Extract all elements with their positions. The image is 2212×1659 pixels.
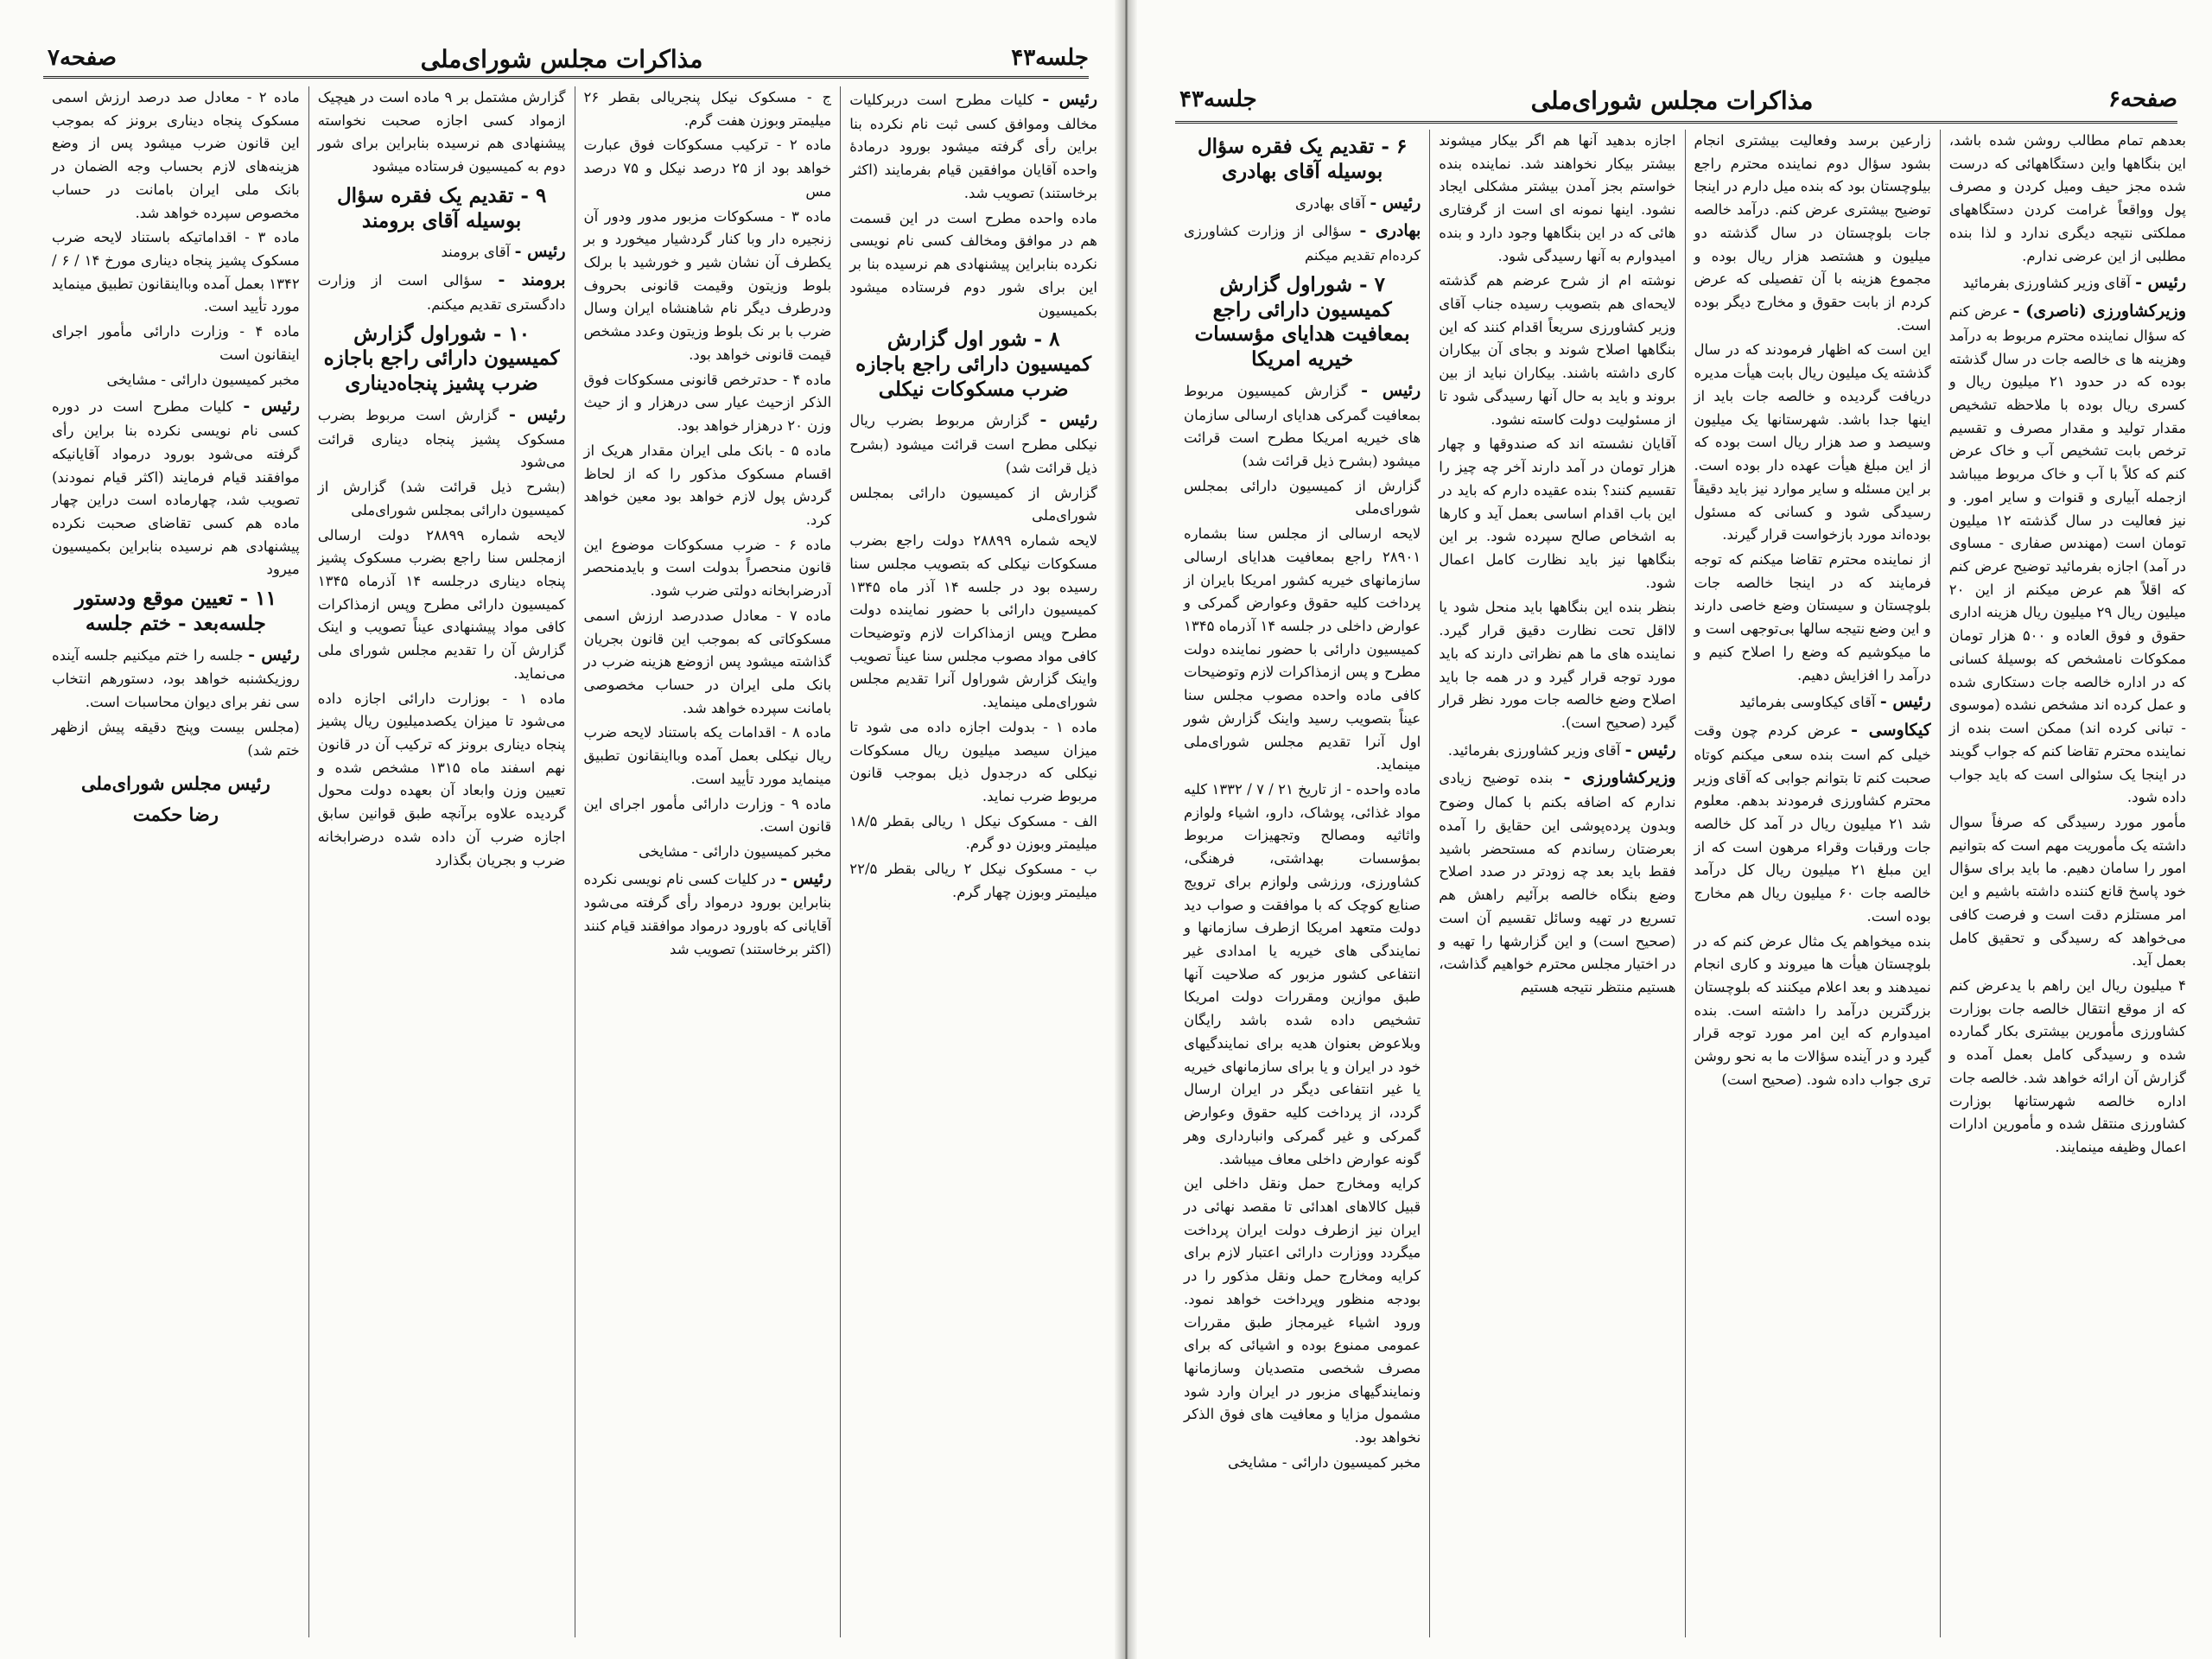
paragraph	[52, 642, 300, 715]
paragraph-text: ب - مسکوک نیکل ۲ ریالی بقطر ۲۲/۵ میلیمتر وبوزن چهار گرم.	[849, 861, 1097, 900]
text-column	[840, 86, 1097, 1637]
paragraph-text: مأمور مورد رسیدگی که صرفاً سوال داشته یک مأموریت مهم است که بتوانیم امور را سامان دهیم. ما باید برای سؤال خود پاسخ قانع کننده داشته باشیم و این امر مستلزم دقت است و فرصت کافی می‌خواهد که رسیدگی و تحقیق کامل بعمل آید.	[1948, 813, 2186, 969]
paragraph	[52, 716, 300, 762]
paragraph-text: ماده ۴ - حدترخص قانونی مسکوکات فوق الذکر ازحیث عیار سی درهزار و از حیث وزن ۲۰ درهزار خواهد بود.	[583, 371, 832, 435]
signature	[52, 769, 300, 830]
speaker-name: وزیرکشاورزی -	[1563, 768, 1676, 788]
paragraph	[1184, 378, 1421, 474]
paragraph	[1694, 130, 1931, 337]
paragraph	[1439, 270, 1675, 431]
text-column	[575, 86, 832, 1637]
paragraph-text: مخبر کمیسیون دارائی - مشایخی	[1228, 1453, 1421, 1471]
section-heading: ۱۱ - تعیین موقع ودستور جلسه‌بعد - ختم جلسه	[74, 587, 276, 635]
paragraph-text: گزارش است مربوط بضرب مسکوک پشیز پنجاه دیناری قرائت می‌شود	[317, 406, 566, 471]
paragraph-text: بنظر بنده این بنگاهها باید منحل شود یا لااقل تحت نظارت دقیق قرار گیرد. نماینده های ما هم نظراتی دارند که باید مورد توجه قرار گیرد و در همه جا باید اصلاح وضع خالصه جات مورد نظر قرار گیرد (صحیح است).	[1439, 599, 1676, 731]
paragraph	[1439, 596, 1675, 734]
page-header-left	[0, 45, 1123, 79]
paragraph-text: لایحه شماره ۲۸۸۹۹ دولت ارسالی ازمجلس سنا راجع بضرب مسکوک پشیز پنجاه دیناری درجلسه ۱۴ آذرماه ۱۳۴۵ کمیسیون دارائی مطرح وپس ازمذاکرات کافی مواد پیشنهادی عیناً تصویب و اینک گزارش آن را تقدیم مجلس شورای ملی می‌نماید.	[317, 526, 566, 682]
section-heading: ۶ - تقدیم یک فقره سؤال بوسیله آقای بهادری	[1197, 135, 1408, 183]
paragraph-text: بعدهم تمام مطالب روشن شده باشد، این بنگاهها واین دستگاههائی که درست شده مجز حیف ومیل کردن و مصرف پول وواقعاً غرامت کردن دستگاههای مملکتی نتیجه دیگری ندارد و لذا بنده مطلبی از این عرضی ندارم.	[1948, 132, 2186, 264]
paragraph	[1694, 931, 1931, 1092]
paragraph	[1184, 475, 1421, 521]
paragraph	[1184, 779, 1421, 1171]
paragraph-text: ماده ۸ - اقدامات یکه باستناد لایحه ضرب ریال نیکلی بعمل آمده وبااینقانون تطبیق مینماید مورد تأیید است.	[583, 724, 832, 787]
left-columns	[43, 86, 1097, 1637]
paragraph-text: ج - مسکوک نیکل پنجریالی بقطر ۲۶ میلیمتر وبوزن هفت گرم.	[583, 89, 832, 129]
paragraph-text: مخبر کمیسیون دارائی - مشایخی	[639, 843, 832, 860]
paragraph-text: از نماینده محترم تقاضا میکنم که توجه فرمایند که در اینجا خالصه جات بلوچستان و سیستان وضع خاصی دارند و این وضع نتیجه سالها بی‌توجهی است و ما میکوشیم که وضع را اصلاح کنیم و درآمد را افزایش دهیم.	[1694, 550, 1931, 683]
paragraph	[584, 534, 832, 603]
paragraph-text: آقای برومند	[441, 244, 511, 261]
header-rule	[1175, 121, 2177, 124]
paragraph	[1694, 549, 1931, 687]
paragraph-text: ماده ۲ - معادل صد درصد ارزش اسمی مسکوک پنجاه دیناری برونز که بموجب این قانون ضرب میشود پس از وضع هزینه‌های لازم بحساب وجه الضمان در بانک ملی ایران بامانت در حساب مخصوص سپرده خواهد شد.	[52, 89, 300, 221]
speaker-name: رئیس -	[1879, 692, 1931, 712]
paragraph	[318, 688, 566, 873]
speaker-name: رئیس -	[243, 397, 300, 416]
speaker-name: رئیس -	[514, 242, 566, 262]
paragraph	[52, 226, 300, 319]
paragraph	[584, 134, 832, 203]
paragraph	[1184, 523, 1421, 777]
paragraph	[1184, 1452, 1421, 1475]
paragraph	[849, 86, 1097, 206]
paragraph-text: گزارش کمیسیون مربوط بمعافیت گمرکی هدایای ارسالی سازمان های خیریه امریکا مطرح است قرائت میشود (بشرح ذیل قرائت شد)	[1184, 382, 1421, 469]
text-column	[43, 86, 300, 1637]
paragraph-text: الف - مسکوک نیکل ۱ ریالی بقطر ۱۸/۵ میلیمتر وبوزن دو گرم.	[849, 812, 1097, 853]
paragraph	[1694, 339, 1931, 546]
paragraph-text: ماده ۷ - معادل صددرصد ارزش اسمی مسکوکاتی که بموجب این قانون بجریان گذاشته میشود پس ازوضع هزینه ضرب در بانک ملی ایران در حساب مخصوصی بامانت سپرده خواهد شد.	[583, 607, 832, 716]
paragraph	[318, 267, 566, 316]
paragraph	[1949, 975, 2186, 1160]
paragraph-text: زارعین برسد وفعالیت بیشتری انجام بشود سؤال دوم نماینده محترم راجع بیلوچستان بود که بنده میل دارم در اینجا توضیح بیشتری عرض کنم. درآمد خالصه جات بلوچستان در سال گذشته دو میلیون و هشتصد هزار ریال بوده و مجموع هزینه با آن تفصیلی که عرض کردم از بابت حقوق و مخارج دیگر بوده است.	[1694, 132, 1931, 334]
paragraph-text: ماده ۲ - ترکیب مسکوکات فوق عبارت خواهد بود از ۲۵ درصد نیکل و ۷۵ درصد مس	[583, 137, 832, 200]
section-heading: ۷ - شوراول گزارش کمیسیون دارائی راجع بمعافیت هدایای مؤسسات خیریه امریکا	[1194, 272, 1410, 371]
paragraph-text: (مجلس بیست وپنج دقیقه پیش ازظهر ختم شد)	[52, 718, 300, 759]
session-number: جلسه۴۳	[1011, 45, 1089, 71]
page-number: صفحه۷	[48, 45, 117, 71]
paragraph-text: گزارش مشتمل بر ۹ ماده است در هیچیک ازمواد کسی اجازه صحبت نخواسته پیشنهادی هم نرسیده بنابراین برای شور دوم به کمیسیون فرستاده میشود	[317, 89, 566, 175]
paragraph	[584, 841, 832, 864]
paragraph-text: بنده میخواهم یک مثال عرض کنم که در بلوچستان هیأت ها میروند و کاری انجام نمیدهند و بعد اعلام میکنند که بلوچستان بزرگترین درآمد را داشته است. بنده امیدوارم که این امر مورد توجه قرار گیرد و در آینده سؤالات ما به نحو روشن تری جواب داده شود. (صحیح است)	[1694, 932, 1931, 1088]
right-columns	[1175, 130, 2186, 1637]
header-rule	[43, 76, 1089, 79]
section-heading: ۹ - تقدیم یک فقره سؤال بوسیله آقای برومند	[336, 183, 547, 232]
paragraph-text: در کلیات کسی نام نویسی نکرده بنابراین بورود درمواد رأی گرفته می‌شود آقایانی که باورود درمواد موافقند قیام کنند (اکثر برخاستند) تصویب شد	[583, 870, 832, 957]
paragraph-text: آقایان نشسته اند که صندوقها و چهار هزار تومان در آمد دارند آخر چه چیز را تقسیم کنند؟ بنده عقیده دارم که باید در این باب اقدام اساسی بعمل آید و کارها به اشخاص صالح سپرده شود. بر این بنگاهها نیز باید نظارت کامل اعمال شود.	[1439, 435, 1676, 591]
text-column	[308, 86, 566, 1637]
paragraph	[318, 476, 566, 522]
speaker-name: رئیس -	[1370, 193, 1421, 213]
speaker-name: رئیس -	[1039, 410, 1097, 430]
paragraph-text: لایحه ارسالی از مجلس سنا بشماره ۲۸۹۰۱ راجع بمعافیت هدایای ارسالی سازمانهای خیریه کشور امریکا بایران از پرداخت کلیه حقوق وعوارض گمرکی و عوارض داخلی در جلسه ۱۴ آذرماه ۱۳۴۵ کمیسیون دارائی با حضور نماینده دولت مطرح و پس ازمذاکرات لازم وتوضیحات کافی ماده واحده مصوب مجلس سنا عیناً بتصویب رسید واینک گزارش شور اول آنرا تقدیم مجلس شورای‌ملی مینماید.	[1184, 525, 1421, 773]
speaker-name: کیکاوسی -	[1851, 721, 1931, 741]
paragraph-text: ماده ۶ - ضرب مسکوکات موضوع این قانون منحصراً بدولت است و بایدمنحصر آدرضرابخانه دولتی ضرب شود.	[583, 536, 832, 600]
paragraph-text: نوشته ام از شرح عرضم هم گذشته لایحه‌ای هم بتصویب رسیده جناب آقای وزیر کشاورزی سریعاً اقدام کنند که این بنگاهها اصلاح شوند و بجای آن بیکاران کاری داشته باشند. بیکاران نباید از بین بروند و باید به حال آنها رسیدگی شود تا از مسئولیت دولت کاسته نشود.	[1439, 272, 1676, 428]
paragraph	[1694, 717, 1931, 929]
paragraph-text: آقای وزیر کشاورزی بفرمائید	[1962, 275, 2131, 292]
paragraph-text: گزارش مربوط بضرب ریال نیکلی مطرح است قرائت میشود (بشرح ذیل قرائت شد)	[849, 412, 1097, 476]
paragraph	[849, 858, 1097, 904]
journal-title: مذاکرات مجلس شورای‌ملی	[1530, 86, 1814, 115]
paragraph	[52, 321, 300, 366]
paragraph-text: (بشرح ذیل قرائت شد) گزارش از کمیسیون دارائی بمجلس شورای‌ملی	[317, 479, 566, 518]
paragraph-text: آقای بهادری	[1294, 194, 1366, 212]
paragraph-text: بنده توضیح زیادی ندارم که اضافه بکنم با کمال وضوح وبدون پرده‌پوشی این حقایق را آمده بعرضتان رساندم که مستحضر باشید فقط باید بعد چه زودتر در صدد اصلاح وضع بنگاه خالصه برآئیم راهش هم تسریع در تهیه وسائل تقسیم آن است (صحیح است) و این گزارشها را تهیه و در اختیار مجلس محترم خواهیم گذاشت، هستیم منتظر نتیجه هستیم	[1439, 770, 1676, 995]
speaker-name: برومند -	[498, 270, 566, 290]
paragraph-text: کرایه ومخارج حمل ونقل داخلی این قبیل کالاهای اهدائی تا مقصد نهائی در ایران نیز ازطرف دولت ایران پرداخت میگردد ووزارت دارائی اعتبار لازم برای کرایه ومخارج حمل ونقل مذکور را در بودجه منظور وپرداخت خواهد نمود. ورود اشیاء غیرمجاز طبق مقررات عمومی ممنوع بوده و اشیائی که برای مصرف شخصی متصدیان وسازمانها ونمایندگیهای مزبور در ایران وارد شود مشمول مزایا و معافیت های فوق الذکر نخواهد بود.	[1184, 1175, 1421, 1446]
paragraph-text: عرض کردم چون وقت خیلی کم است بنده سعی میکنم کوتاه صحبت کنم تا بتوانم جوابی که آقای وزیر محترم کشاورزی فرمودند بدهم. معلوم شد ۲۱ میلیون ریال در آمد کل خالصه جات ورقبات وقراء مرهون است که از این مبلغ ۲۱ میلیون ریال کل درآمد خالصه جات ۶۰ میلیون ریال هم مخارج بوده است.	[1694, 722, 1931, 925]
paragraph	[584, 721, 832, 791]
session-number: جلسه۴۳	[1179, 86, 1257, 112]
text-column	[1175, 130, 1421, 1637]
paragraph-text: عرض کنم که سؤال نماینده محترم مربوط به درآمد وهزینه ها ی خالصه جات در سال گذشته بوده که در حدود ۲۱ میلیون ریال و کسری ریال بوده با ملاحظه تشخیص مقدار تولید و مقدار مصرف و تقسیم ترخص بابت تشخیص آب و خاک عرض کنم که کلاً با آب و خاک مربوط میباشد ازجمله آبیاری و قنوات و سایر امور. و نیز فعالیت در سال گذشته ۱۲ میلیون تومان است (مهندس صفاری - مساوی در آمد) اجازه بفرمائید توضیح عرض کنم که اقلاً هم عرض میکنم از این ۲۰ میلیون ریال ۲۹ میلیون ریال هزینه اداری حقوق و فوق العاده و ۵۰۰ هزار تومان ممکوکات نامشخص که بوسیلهٔ کسانی که در اداره خالصه جات دستکاری شده و عمل کرده اند مشخص نشده (موسوی - تبانی کرده اند) ممکن است بنده از نماینده محترم تقاضا کنم که جواب گویند در اینجا یک سئوالی است که باید جواب داده شود.	[1948, 303, 2186, 806]
section-heading: ۸ - شور اول گزارش کمیسیون دارائی راجع باجازه ضرب مسکوکات نیکلی	[855, 327, 1092, 401]
speaker-name: رئیس -	[2135, 273, 2186, 293]
paragraph-text: ماده واحده مطرح است در این قسمت هم در موافق ومخالف کسی نام نویسی نکرده بنابراین پیشنهادی هم نرسیده بنا بر این برای شور دوم فرستاده میشود بکمیسیون	[849, 209, 1097, 319]
paragraph-text: کلیات مطرح است دربرکلیات مخالف وموافق کسی ثبت نام نکرده بنا براین رأی گرفته میشود بورود درمادهٔ واحده آقایان موافقین قیام بفرمایند (اکثر برخاستند) تصویب شد.	[849, 92, 1097, 201]
paragraph-text: این است که اظهار فرمودند که در سال گذشته یک میلیون ریال بابت هیأت مدیره دریافت گردیده و خالصه جات باید از اینها جدا باشد. شهرستانها یک میلیون وسیصد و صد هزار ریال است بوده که از این مبلغ هیأت عهده دار بوده است. بر این مسئله و سایر موارد نیز باید دقیقاً رسیدگی شود و کسانی که مسئول بوده‌اند مورد بازخواست قرار گیرند.	[1694, 341, 1931, 543]
paragraph-text: گزارش از کمیسیون دارائی بمجلس شورای‌ملی	[1184, 477, 1421, 518]
paragraph	[1439, 765, 1675, 999]
paragraph	[52, 86, 300, 225]
page-header-right	[1132, 86, 2212, 121]
paragraph	[1694, 689, 1931, 715]
paragraph-text: گزارش از کمیسیون دارائی بمجلس شورای‌ملی	[849, 484, 1097, 524]
page-number: صفحه۶	[2108, 86, 2177, 112]
text-column	[1429, 130, 1675, 1637]
paragraph	[849, 530, 1097, 715]
paragraph-text: ماده ۳ - مسکوکات مزبور مدور ودور آن زنجیره دار وبا کنار گردشیار میخورد و بر یکطرف آن نشان شیر و خورشید با برلک بلوط وزیتون وقیمت قانونی بحروف ودرطرف دیگر نام شاهنشاه ایران وسال ضرب با بر نک بلوط وزیتون وعدد مشخص قیمت قانونی خواهد بود.	[583, 207, 832, 363]
paragraph	[584, 793, 832, 839]
paragraph-text: ماده واحده - از تاریخ ۲۱ / ۷ / ۱۳۳۲ کلیه مواد غذائی، پوشاک، دارو، اشیاء ولوازم واثاثیه ومصالح وتجهیزات مربوط بمؤسسات بهداشتی، فرهنگی، کشاورزی، ورزشی ولوازم برای ترویج صنایع کوچک که با موافقت و صواب دید دولت متعهد امریکا ازطرف سازمانها و نمایندگی های خیریه یا امدادی غیر انتفاعی کشور مزبور که صلاحیت آنها طبق موازین ومقررات دولت امریکا تشخیص داده شده باشد رایگان وبلاعوض بعنوان هدیه برای نمایندگیهای خود در ایران و یا برای سازمانهای خیریه یا غیر انتفاعی دیگر در ایران ارسال گردد، از پرداخت کلیه حقوق وعوارض گمرکی و غیر گمرکی وانبارداری وهر گونه عوارض داخلی معاف میباشد.	[1184, 781, 1421, 1167]
paragraph	[849, 810, 1097, 856]
paragraph-text: ماده ۹ - وزارت دارائی مأمور اجرای این قانون است.	[583, 795, 832, 836]
paragraph	[584, 369, 832, 438]
paragraph	[52, 393, 300, 582]
paragraph	[849, 482, 1097, 528]
paragraph	[318, 86, 566, 179]
paragraph-text: مخبر کمیسیون دارائی - مشایخی	[106, 371, 300, 388]
paragraph	[52, 369, 300, 392]
speaker-name: رئیس -	[780, 868, 832, 888]
paragraph	[849, 207, 1097, 323]
paragraph	[318, 524, 566, 686]
paragraph	[1439, 737, 1675, 764]
paragraph-text: جلسه را ختم میکنیم جلسه آینده روزیکشنبه خواهد بود، دستورهم انتخاب سی نفر برای دیوان محاسبات است.	[52, 646, 300, 711]
paragraph	[1949, 811, 2186, 973]
speaker-name: رئیس -	[1042, 90, 1097, 109]
paragraph	[1949, 298, 2186, 810]
signature-name: رضا حکمت	[132, 804, 219, 826]
paragraph-text: لایحه شماره ۲۸۸۹۹ دولت راجع بضرب مسکوکات نیکلی که بتصویب مجلس سنا رسیده بود در جلسه ۱۴ آذر ماه ۱۳۴۵ کمیسیون دارائی با حضور نماینده دولت مطرح وپس ازمذاکرات لازم وتوضیحات کافی مواد مصوب مجلس سنا عیناً تصویب واینک گزارش شوراول آنرا تقدیم مجلس شورای‌ملی مینماید.	[849, 532, 1097, 711]
paragraph	[584, 86, 832, 132]
paragraph	[849, 716, 1097, 809]
paragraph	[1439, 130, 1675, 268]
speaker-name: بهادری -	[1359, 221, 1421, 241]
paragraph	[1949, 130, 2186, 268]
speaker-name: رئیس -	[1361, 380, 1421, 400]
paragraph-text: ماده ۱ - بوزارت دارائی اجازه داده می‌شود تا میزان یکصدمیلیون ریال پشیز پنجاه دیناری برونز که ترکیب آن در قانون نهم اسفند ماه ۱۳۱۵ مشخص شده و تعیین وزن وابعاد آن بعهده دولت محول گردیده علاوه برآنچه طبق قوانین سابق اجازه ضرب آن داده شده درضرابخانه ضرب و بجریان بگذارد	[317, 690, 566, 868]
paragraph	[584, 605, 832, 721]
journal-title: مذاکرات مجلس شورای‌ملی	[420, 45, 703, 73]
signature-title: رئیس مجلس شورای‌ملی	[80, 772, 270, 795]
paragraph-text: ۴ میلیون ریال این راهم با یدعرض کنم که از موقع انتقال خالصه جات بوزارت کشاورزی مأمورین بیشتری بکار گمارده شده و رسیدگی کامل بعمل آمده و گزارش آن ارائه خواهد شد. خالصه جات اداره خالصه شهرستانها بوزارت کشاورزی منتقل شده و مأمورین ادارات اعمال وظیفه مینمایند.	[1948, 976, 2186, 1155]
text-column	[1685, 130, 1931, 1637]
speaker-name: رئیس -	[248, 645, 300, 664]
paragraph	[849, 407, 1097, 480]
paragraph	[1184, 1173, 1421, 1450]
paragraph-text: ماده ۳ - اقداماتیکه باستناد لایحه ضرب مسکوک پشیز پنجاه دیناری مورخ ۱۴ / ۶ / ۱۳۴۲ بعمل آمده وبااینقانون تطبیق مینماید مورد تأیید است.	[52, 229, 300, 315]
speaker-name: رئیس -	[509, 404, 566, 424]
paragraph-text: آقای کیکاوسی بفرمائید	[1739, 694, 1876, 711]
section-heading: ۱۰ - شوراول گزارش کمیسیون دارائی راجع باجازه ضرب پشیز پنجاه‌دیناری	[323, 321, 560, 396]
paragraph	[584, 206, 832, 367]
paragraph	[318, 238, 566, 265]
paragraph	[584, 440, 832, 532]
paragraph-text: آقای وزیر کشاورزی بفرمائید.	[1447, 741, 1621, 759]
paragraph	[584, 866, 832, 962]
paragraph	[1949, 270, 2186, 296]
paragraph	[1184, 218, 1421, 267]
paragraph-text: سؤالی از وزارت کشاورزی کرده‌ام تقدیم میکنم	[1184, 223, 1421, 264]
paragraph	[318, 402, 566, 474]
paragraph-text: ماده ۵ - بانک ملی ایران مقدار هریک از اقسام مسکوک مذکور را که از لحاظ گردش پول لازم خواهد بود معین خواهد کرد.	[583, 442, 832, 528]
speaker-name: رئیس -	[1624, 740, 1676, 760]
paragraph	[1184, 190, 1421, 217]
text-column	[1940, 130, 2186, 1637]
speaker-name: وزیرکشاورزی (ناصری) -	[2012, 302, 2186, 321]
paragraph-text: ماده ۱ - بدولت اجازه داده می شود تا میزان سیصد میلیون ریال مسکوکات نیکلی که درجدول ذیل بموجب قانون مربوط ضرب نماید.	[849, 718, 1097, 805]
paragraph-text: اجازه بدهید آنها هم اگر بیکار میشوند بیشتر بیکار نخواهند شد. نماینده بنده خواستم بجز آمدن بیشتر مشکلی ایجاد نشود. اینها نمونه ای است از گرفتاری هائی که در این بنگاهها وجود دارد و بنده امیدوارم به آنها رسیدگی شود.	[1439, 132, 1676, 264]
paragraph-text: ماده ۴ - وزارت دارائی مأمور اجرای اینقانون است	[52, 323, 300, 363]
right-page	[1132, 0, 2212, 1659]
paragraph-text: سؤالی است از وزارت دادگستری تقدیم میکنم.	[317, 272, 566, 313]
paragraph	[1439, 433, 1675, 594]
paragraph-text: کلیات مطرح است در دوره کسی نام نویسی نکرده بنا براین رأی گرفته می‌شود بورود درمواد آقایانیکه موافقند قیام فرمایند (اکثر قیام نمودند) تصویب شد، چهارماده است دراین چهار ماده هم کسی تقاضای صحبت نکرده پیشنهادی هم نرسیده بنابراین بکمیسیون میرود	[52, 398, 300, 578]
